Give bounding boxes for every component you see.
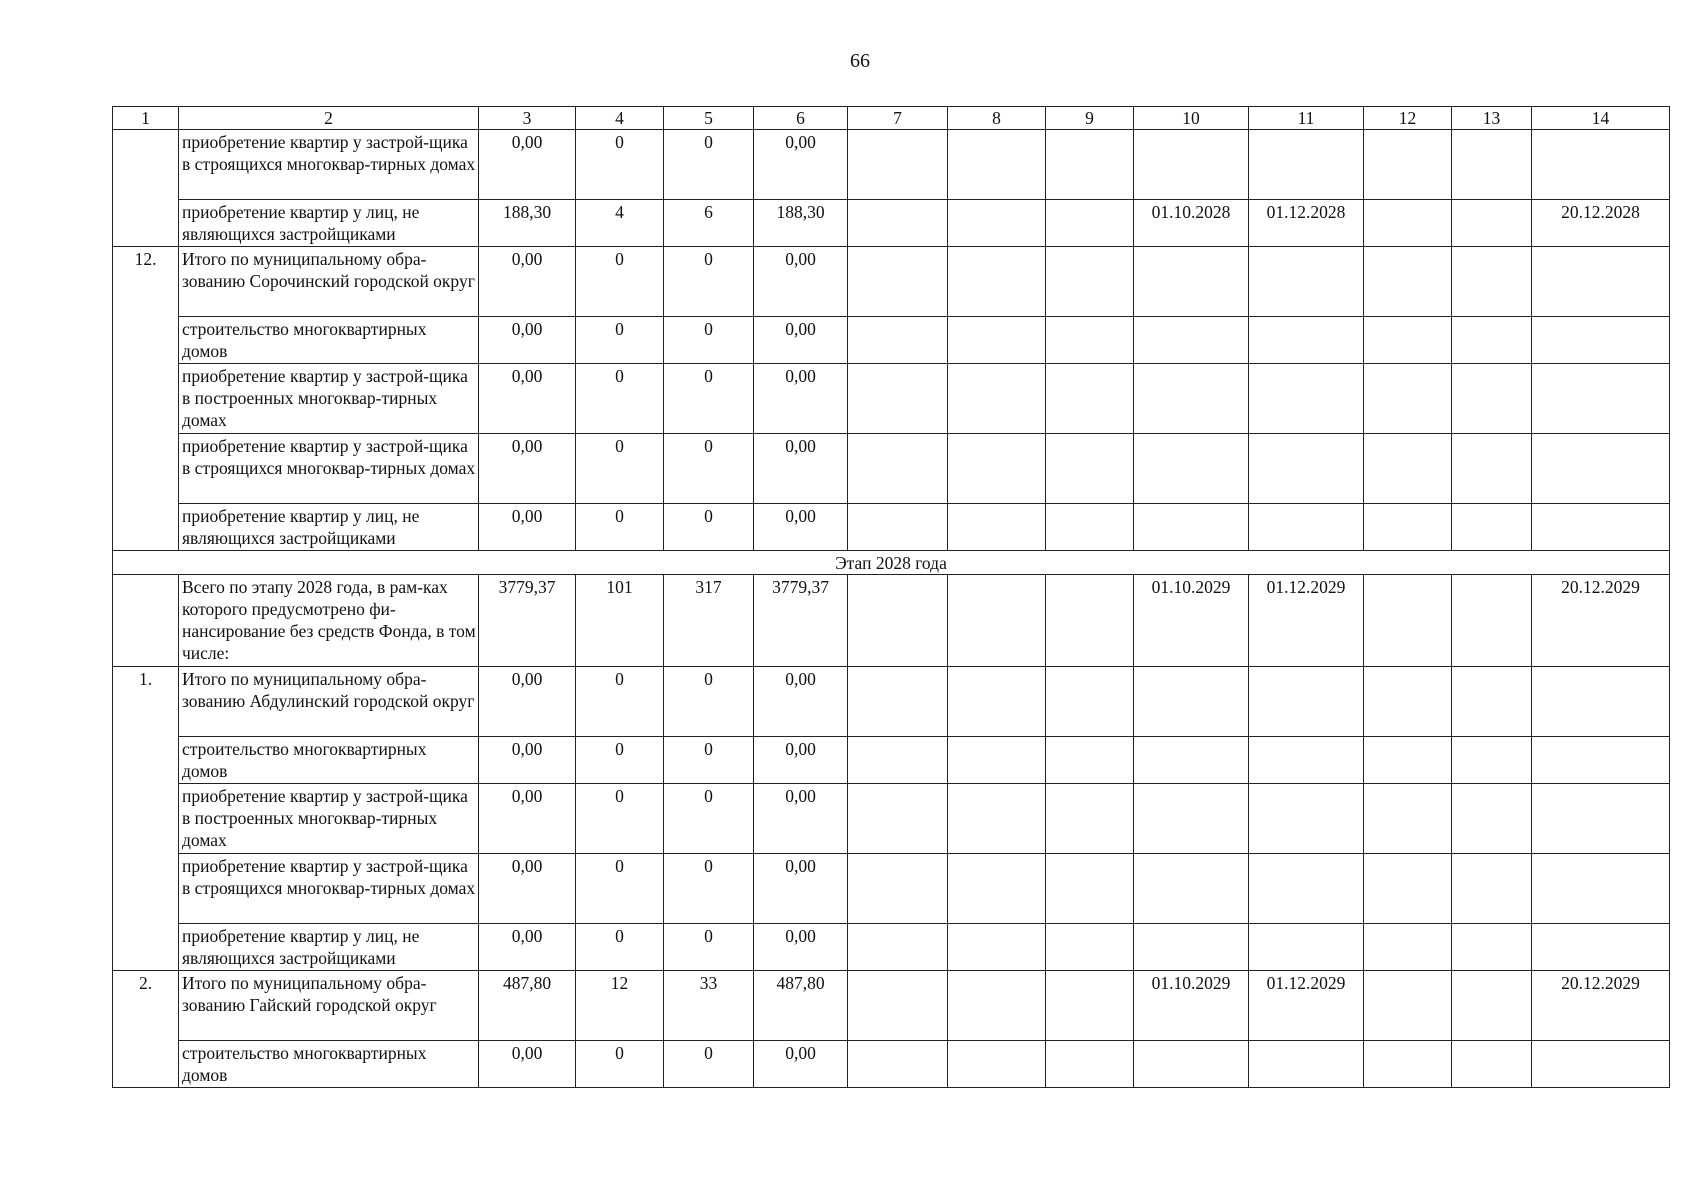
row-description: Всего по этапу 2028 года, в рам-ках которого предусмотрено фи-нансирование без средств Фонда, в том числе: <box>179 575 479 667</box>
cell-col4: 0 <box>576 784 664 854</box>
cell-col5: 0 <box>664 784 754 854</box>
cell-col14 <box>1532 317 1670 364</box>
cell-col12 <box>1364 130 1452 200</box>
cell-col3: 0,00 <box>479 1041 576 1088</box>
cell-col13 <box>1452 317 1532 364</box>
column-header: 2 <box>179 107 479 130</box>
table-row <box>113 737 1670 784</box>
cell-col8 <box>948 667 1046 737</box>
cell-col5: 0 <box>664 737 754 784</box>
cell-col6: 0,00 <box>754 737 848 784</box>
cell-col4: 12 <box>576 971 664 1041</box>
row-number <box>113 575 179 667</box>
cell-col6: 0,00 <box>754 317 848 364</box>
program-table <box>112 106 1670 1088</box>
cell-col13 <box>1452 971 1532 1041</box>
table-row <box>113 434 1670 504</box>
cell-col6: 0,00 <box>754 130 848 200</box>
row-description: строительство многоквартирных домов <box>179 317 479 364</box>
column-header: 13 <box>1452 107 1532 130</box>
cell-col4: 0 <box>576 854 664 924</box>
cell-col7 <box>848 1041 948 1088</box>
cell-col10 <box>1134 737 1249 784</box>
cell-col5: 0 <box>664 924 754 971</box>
cell-col13 <box>1452 854 1532 924</box>
row-description: приобретение квартир у лиц, не являющихся застройщиками <box>179 200 479 247</box>
cell-col4: 0 <box>576 667 664 737</box>
cell-col3: 188,30 <box>479 200 576 247</box>
table-row <box>113 247 1670 317</box>
stage-row <box>113 551 1670 575</box>
cell-col12 <box>1364 364 1452 434</box>
cell-col11 <box>1249 317 1364 364</box>
cell-col8 <box>948 504 1046 551</box>
cell-col11 <box>1249 130 1364 200</box>
cell-col14 <box>1532 924 1670 971</box>
cell-col3: 0,00 <box>479 434 576 504</box>
cell-col6: 0,00 <box>754 784 848 854</box>
cell-col6: 487,80 <box>754 971 848 1041</box>
cell-col10 <box>1134 247 1249 317</box>
cell-col6: 188,30 <box>754 200 848 247</box>
cell-col4: 4 <box>576 200 664 247</box>
column-header: 9 <box>1046 107 1134 130</box>
cell-col5: 0 <box>664 130 754 200</box>
cell-col11 <box>1249 1041 1364 1088</box>
cell-col11: 01.12.2029 <box>1249 575 1364 667</box>
cell-col9 <box>1046 247 1134 317</box>
cell-col5: 0 <box>664 504 754 551</box>
cell-col13 <box>1452 667 1532 737</box>
cell-col12 <box>1364 247 1452 317</box>
cell-col12 <box>1364 924 1452 971</box>
cell-col12 <box>1364 667 1452 737</box>
row-number <box>113 130 179 247</box>
cell-col12 <box>1364 200 1452 247</box>
table-row <box>113 784 1670 854</box>
cell-col3: 0,00 <box>479 317 576 364</box>
cell-col6: 0,00 <box>754 364 848 434</box>
cell-col7 <box>848 737 948 784</box>
cell-col5: 0 <box>664 1041 754 1088</box>
cell-col4: 0 <box>576 364 664 434</box>
cell-col8 <box>948 784 1046 854</box>
cell-col8 <box>948 434 1046 504</box>
cell-col5: 0 <box>664 854 754 924</box>
cell-col6: 0,00 <box>754 247 848 317</box>
row-description: приобретение квартир у застрой-щика в строящихся многоквар-тирных домах <box>179 434 479 504</box>
cell-col13 <box>1452 784 1532 854</box>
cell-col4: 0 <box>576 130 664 200</box>
cell-col8 <box>948 317 1046 364</box>
cell-col10 <box>1134 364 1249 434</box>
cell-col9 <box>1046 130 1134 200</box>
cell-col11 <box>1249 924 1364 971</box>
table-row <box>113 854 1670 924</box>
cell-col10: 01.10.2029 <box>1134 575 1249 667</box>
cell-col11 <box>1249 247 1364 317</box>
column-header: 3 <box>479 107 576 130</box>
row-description: строительство многоквартирных домов <box>179 1041 479 1088</box>
cell-col13 <box>1452 434 1532 504</box>
row-description: приобретение квартир у застрой-щика в строящихся многоквар-тирных домах <box>179 854 479 924</box>
row-description: приобретение квартир у застрой-щика в построенных многоквар-тирных домах <box>179 364 479 434</box>
cell-col11: 01.12.2028 <box>1249 200 1364 247</box>
cell-col14: 20.12.2029 <box>1532 575 1670 667</box>
cell-col5: 33 <box>664 971 754 1041</box>
cell-col9 <box>1046 924 1134 971</box>
cell-col11 <box>1249 504 1364 551</box>
cell-col7 <box>848 364 948 434</box>
cell-col13 <box>1452 247 1532 317</box>
cell-col10 <box>1134 130 1249 200</box>
cell-col4: 0 <box>576 317 664 364</box>
cell-col9 <box>1046 784 1134 854</box>
cell-col6: 0,00 <box>754 434 848 504</box>
cell-col7 <box>848 784 948 854</box>
table-row <box>113 1041 1670 1088</box>
cell-col9 <box>1046 1041 1134 1088</box>
column-header: 12 <box>1364 107 1452 130</box>
table-row <box>113 504 1670 551</box>
cell-col12 <box>1364 504 1452 551</box>
cell-col13 <box>1452 364 1532 434</box>
cell-col3: 0,00 <box>479 854 576 924</box>
cell-col3: 0,00 <box>479 130 576 200</box>
cell-col12 <box>1364 434 1452 504</box>
cell-col7 <box>848 504 948 551</box>
row-description: Итого по муниципальному обра-зованию Гайский городской округ <box>179 971 479 1041</box>
table-row <box>113 924 1670 971</box>
cell-col3: 487,80 <box>479 971 576 1041</box>
cell-col14 <box>1532 784 1670 854</box>
table-row <box>113 130 1670 200</box>
cell-col14: 20.12.2028 <box>1532 200 1670 247</box>
column-header: 8 <box>948 107 1046 130</box>
row-number: 1. <box>113 667 179 971</box>
cell-col8 <box>948 854 1046 924</box>
cell-col7 <box>848 854 948 924</box>
cell-col14 <box>1532 130 1670 200</box>
cell-col8 <box>948 737 1046 784</box>
cell-col12 <box>1364 737 1452 784</box>
table-row <box>113 667 1670 737</box>
cell-col14 <box>1532 854 1670 924</box>
cell-col10 <box>1134 317 1249 364</box>
cell-col8 <box>948 1041 1046 1088</box>
cell-col7 <box>848 575 948 667</box>
cell-col10: 01.10.2029 <box>1134 971 1249 1041</box>
cell-col9 <box>1046 434 1134 504</box>
table-row <box>113 200 1670 247</box>
cell-col7 <box>848 317 948 364</box>
cell-col7 <box>848 971 948 1041</box>
cell-col11 <box>1249 434 1364 504</box>
cell-col7 <box>848 130 948 200</box>
cell-col8 <box>948 971 1046 1041</box>
column-header: 10 <box>1134 107 1249 130</box>
cell-col14 <box>1532 504 1670 551</box>
cell-col4: 0 <box>576 434 664 504</box>
cell-col3: 0,00 <box>479 737 576 784</box>
cell-col6: 0,00 <box>754 924 848 971</box>
cell-col13 <box>1452 1041 1532 1088</box>
cell-col9 <box>1046 575 1134 667</box>
table-row <box>113 364 1670 434</box>
cell-col10 <box>1134 504 1249 551</box>
cell-col9 <box>1046 504 1134 551</box>
cell-col8 <box>948 130 1046 200</box>
row-description: Итого по муниципальному обра-зованию Сорочинский городской округ <box>179 247 479 317</box>
row-description: приобретение квартир у застрой-щика в построенных многоквар-тирных домах <box>179 784 479 854</box>
cell-col13 <box>1452 200 1532 247</box>
cell-col5: 0 <box>664 434 754 504</box>
cell-col9 <box>1046 737 1134 784</box>
cell-col10 <box>1134 924 1249 971</box>
cell-col7 <box>848 667 948 737</box>
cell-col3: 0,00 <box>479 784 576 854</box>
stage-title: Этап 2028 года <box>113 551 1670 575</box>
cell-col13 <box>1452 737 1532 784</box>
column-header: 4 <box>576 107 664 130</box>
cell-col11 <box>1249 784 1364 854</box>
cell-col3: 0,00 <box>479 667 576 737</box>
cell-col14 <box>1532 737 1670 784</box>
row-description: Итого по муниципальному обра-зованию Абдулинский городской округ <box>179 667 479 737</box>
row-number: 12. <box>113 247 179 551</box>
page-number: 66 <box>850 50 870 72</box>
column-header: 5 <box>664 107 754 130</box>
cell-col10 <box>1134 667 1249 737</box>
cell-col14 <box>1532 667 1670 737</box>
cell-col12 <box>1364 1041 1452 1088</box>
cell-col6: 3779,37 <box>754 575 848 667</box>
cell-col4: 0 <box>576 737 664 784</box>
cell-col4: 101 <box>576 575 664 667</box>
cell-col8 <box>948 924 1046 971</box>
cell-col9 <box>1046 364 1134 434</box>
cell-col6: 0,00 <box>754 854 848 924</box>
column-header: 11 <box>1249 107 1364 130</box>
cell-col10 <box>1134 784 1249 854</box>
cell-col5: 0 <box>664 317 754 364</box>
column-header: 7 <box>848 107 948 130</box>
cell-col9 <box>1046 317 1134 364</box>
column-header: 14 <box>1532 107 1670 130</box>
cell-col10 <box>1134 1041 1249 1088</box>
cell-col3: 0,00 <box>479 364 576 434</box>
cell-col8 <box>948 247 1046 317</box>
cell-col5: 0 <box>664 247 754 317</box>
cell-col14: 20.12.2029 <box>1532 971 1670 1041</box>
row-description: приобретение квартир у лиц, не являющихся застройщиками <box>179 924 479 971</box>
row-description: приобретение квартир у лиц, не являющихся застройщиками <box>179 504 479 551</box>
cell-col10 <box>1134 434 1249 504</box>
table-row <box>113 317 1670 364</box>
cell-col11 <box>1249 737 1364 784</box>
cell-col12 <box>1364 317 1452 364</box>
cell-col5: 0 <box>664 667 754 737</box>
cell-col8 <box>948 364 1046 434</box>
cell-col11 <box>1249 364 1364 434</box>
cell-col14 <box>1532 1041 1670 1088</box>
row-number: 2. <box>113 971 179 1088</box>
column-header: 6 <box>754 107 848 130</box>
column-header: 1 <box>113 107 179 130</box>
cell-col4: 0 <box>576 504 664 551</box>
cell-col7 <box>848 924 948 971</box>
cell-col3: 3779,37 <box>479 575 576 667</box>
cell-col3: 0,00 <box>479 247 576 317</box>
cell-col13 <box>1452 575 1532 667</box>
cell-col11 <box>1249 667 1364 737</box>
cell-col6: 0,00 <box>754 1041 848 1088</box>
cell-col6: 0,00 <box>754 504 848 551</box>
row-description: приобретение квартир у застрой-щика в строящихся многоквар-тирных домах <box>179 130 479 200</box>
cell-col8 <box>948 575 1046 667</box>
cell-col11: 01.12.2029 <box>1249 971 1364 1041</box>
cell-col13 <box>1452 924 1532 971</box>
cell-col5: 6 <box>664 200 754 247</box>
row-description: строительство многоквартирных домов <box>179 737 479 784</box>
cell-col13 <box>1452 504 1532 551</box>
cell-col6: 0,00 <box>754 667 848 737</box>
cell-col9 <box>1046 971 1134 1041</box>
cell-col9 <box>1046 667 1134 737</box>
cell-col10 <box>1134 854 1249 924</box>
table-row <box>113 971 1670 1041</box>
cell-col12 <box>1364 575 1452 667</box>
cell-col4: 0 <box>576 924 664 971</box>
cell-col12 <box>1364 854 1452 924</box>
cell-col14 <box>1532 247 1670 317</box>
cell-col13 <box>1452 130 1532 200</box>
cell-col5: 317 <box>664 575 754 667</box>
cell-col12 <box>1364 971 1452 1041</box>
cell-col14 <box>1532 434 1670 504</box>
cell-col10: 01.10.2028 <box>1134 200 1249 247</box>
cell-col7 <box>848 247 948 317</box>
cell-col9 <box>1046 200 1134 247</box>
cell-col7 <box>848 434 948 504</box>
cell-col7 <box>848 200 948 247</box>
cell-col3: 0,00 <box>479 924 576 971</box>
table-row <box>113 575 1670 667</box>
cell-col12 <box>1364 784 1452 854</box>
header-row <box>113 107 1670 130</box>
cell-col3: 0,00 <box>479 504 576 551</box>
cell-col4: 0 <box>576 247 664 317</box>
cell-col4: 0 <box>576 1041 664 1088</box>
cell-col9 <box>1046 854 1134 924</box>
cell-col5: 0 <box>664 364 754 434</box>
cell-col11 <box>1249 854 1364 924</box>
cell-col8 <box>948 200 1046 247</box>
cell-col14 <box>1532 364 1670 434</box>
